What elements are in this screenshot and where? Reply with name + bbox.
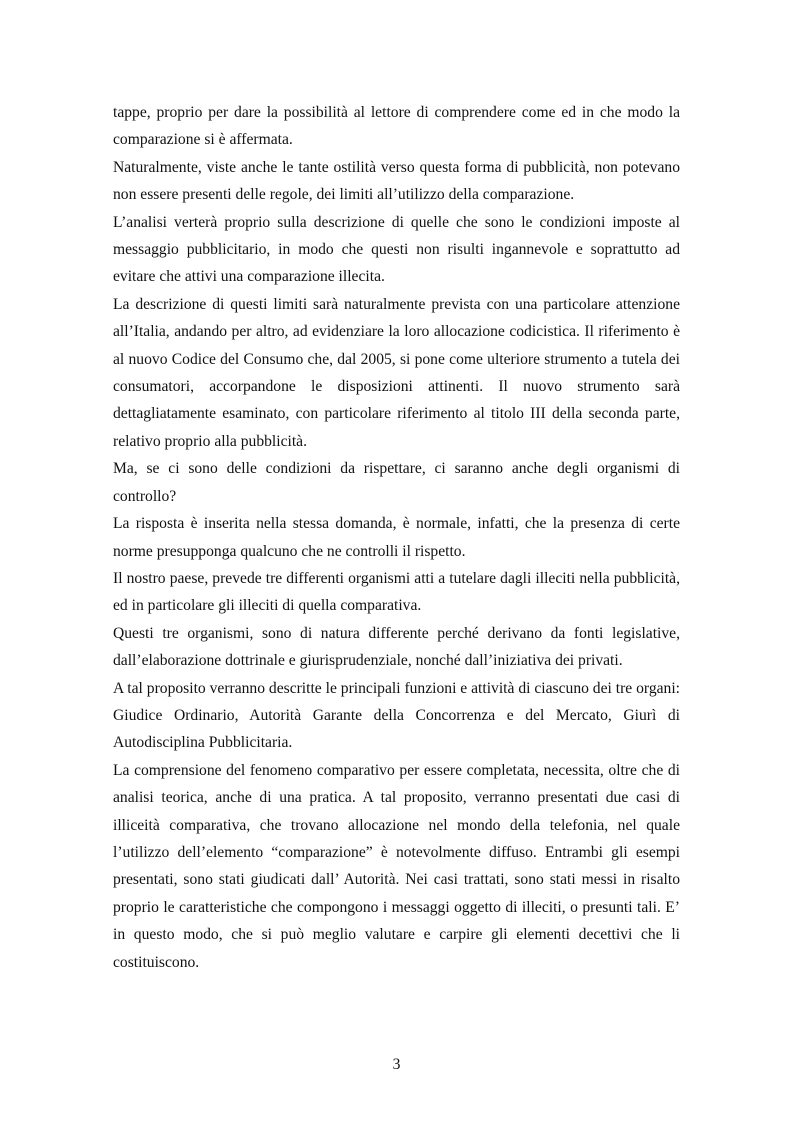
paragraph: La comprensione del fenomeno comparativo per essere completata, necessita, oltre che di analisi teorica, anche di una pratica. A tal proposito, verranno presentati due casi di illiceità comparativa, che trovano allocazione nel mondo della telefonia, nel quale l’utilizzo dell’elemento “comparazione” è notevolmente diffuso. Entrambi gli esempi presentati, sono stati giudicati dall’ Autorità. Nei casi trattati, sono stati messi in risalto proprio le caratteristiche che compongono i messaggi oggetto di illeciti, o presunti tali. E’ in questo modo, che si può meglio valutare e carpire gli elementi decettivi che li costituiscono. [113,761,680,971]
paragraph: tappe, proprio per dare la possibilità al lettore di comprendere come ed in che modo la comparazione si è affermata. [113,104,680,149]
paragraph: Ma, se ci sono delle condizioni da rispettare, ci saranno anche degli organismi di controllo? [113,460,680,505]
paragraph: A tal proposito verranno descritte le principali funzioni e attività di ciascuno dei tre organi: Giudice Ordinario, Autorità Garante della Concorrenza e del Mercato, Giurì di Autodisciplina Pubblicitaria. [113,679,680,752]
paragraph: L’analisi verterà proprio sulla descrizione di quelle che sono le condizioni imposte al messaggio pubblicitario, in modo che questi non risulti ingannevole e soprattutto ad evitare che attivi una comparazione illecita. [113,213,680,286]
paragraph: Questi tre organismi, sono di natura differente perché derivano da fonti legislative, dall’elaborazione dottrinale e giurisprudenziale, nonché dall’iniziativa dei privati. [113,624,680,670]
paragraph: La risposta è inserita nella stessa domanda, è normale, infatti, che la presenza di certe norme presupponga qualcuno che ne controlli il rispetto. [113,515,680,560]
body-text [113,99,680,976]
paragraph: La descrizione di questi limiti sarà naturalmente prevista con una particolare attenzione all’Italia, andando per altro, ad evidenziare la loro allocazione codicistica. Il riferimento è al nuovo Codice del Consumo che, dal 2005, si pone come ulteriore strumento a tutela dei consumatori, accorpandone le disposizioni attinenti. Il nuovo strumento sarà dettagliatamente esaminato, con particolare riferimento al titolo III della seconda parte, relativo proprio alla pubblicità. [113,295,680,450]
paragraph: Naturalmente, viste anche le tante ostilità verso questa forma di pubblicità, non potevano non essere presenti delle regole, dei limiti all’utilizzo della comparazione. [113,158,680,204]
page-number: 3 [392,1056,401,1073]
paragraph: Il nostro paese, prevede tre differenti organismi atti a tutelare dagli illeciti nella pubblicità, ed in particolare gli illeciti di quella comparativa. [113,569,680,615]
